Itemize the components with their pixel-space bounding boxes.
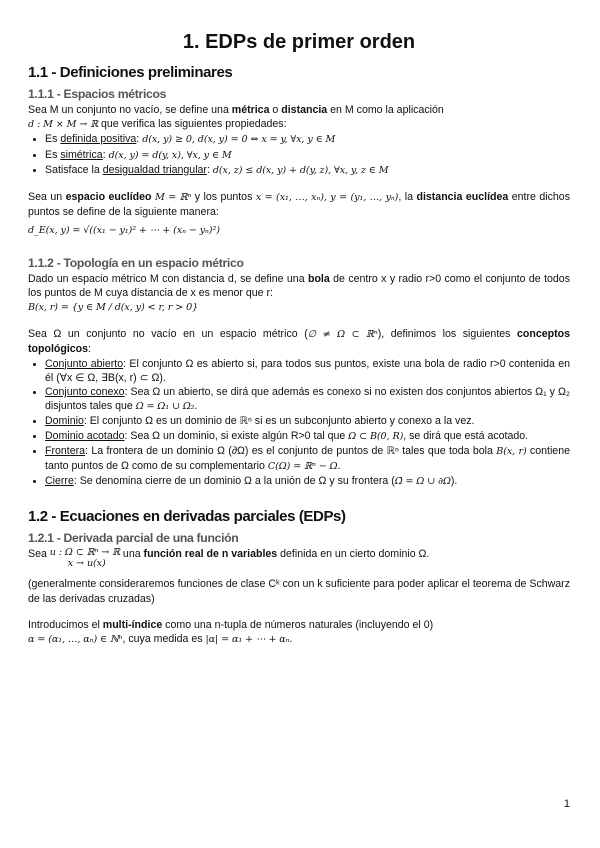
ball-paragraph: Dado un espacio métrico M con distancia d, se define una bola de centro x y radio r>0 como el conjunto de todos los puntos de M cuya distancia de x es menor que r: bbox=[28, 272, 570, 299]
multi-index-paragraph: Introducimos el multi-índice como una n-tupla de números naturales (incluyendo el 0) α = (α₁, …, αₙ) ∈ ℕⁿ, cuya medida es |α| = α₁ + ⋯ + αₙ. bbox=[28, 618, 434, 646]
list-item: • Conjunto abierto: El conjunto Ω es abierto si, para todos sus puntos, existe una bola de radio r>0 contenida en él (∀x ∈ Ω, ∃B(x, r) ⊂ Ω). bbox=[45, 357, 570, 385]
list-item: • Es simétrica: d(x, y) = d(y, x), ∀x, y ∈ M bbox=[45, 148, 570, 163]
topology-concepts-list bbox=[28, 357, 570, 490]
list-item: • Conjunto conexo: Sea Ω un abierto, se dirá que además es conexo si no existen dos conjuntos abiertos Ω₁ y Ω₂ disjuntos tales que Ω = Ω₁ ∪ Ω₂. bbox=[45, 385, 570, 414]
list-item: • Satisface la desigualdad triangular: d(x, z) ≤ d(x, y) + d(y, z), ∀x, y, z ∈ M bbox=[45, 163, 570, 178]
section-1-1-2-heading: 1.1.2 - Topología en un espacio métrico bbox=[28, 255, 244, 270]
metric-properties-list bbox=[28, 132, 570, 178]
metric-map-formula: d : M × M → ℝ bbox=[28, 119, 99, 131]
euclidean-paragraph: Sea un espacio euclídeo M = ℝⁿ y los puntos x = (x₁, …, xₙ), y = (y₁, …, yₙ), la distancia euclídea entre dichos puntos se define de la siguiente manera: bbox=[28, 191, 570, 219]
term-distancia: distancia bbox=[281, 104, 328, 116]
section-1-2-heading: 1.2 - Ecuaciones en derivadas parciales (EDPs) bbox=[28, 508, 346, 526]
section-1-2-1-heading: 1.2.1 - Derivada parcial de una función bbox=[28, 531, 239, 546]
function-definition-formula: u : Ω ⊂ ℝⁿ → ℝ x → u(x) bbox=[49, 547, 120, 570]
list-item: • Dominio: El conjunto Ω es un dominio de ℝⁿ si es un subconjunto abierto y conexo a la vez. bbox=[45, 414, 570, 428]
page-number: 1 bbox=[563, 798, 570, 810]
section-1-1-1-heading: 1.1.1 - Espacios métricos bbox=[28, 87, 167, 101]
list-item: • Es definida positiva: d(x, y) ≥ 0, d(x, y) = 0 ⇔ x = y, ∀x, y ∈ M bbox=[45, 132, 570, 147]
metric-intro-paragraph: Sea M un conjunto no vacío, se define una métrica o distancia en M como la aplicación d : M × M → ℝ que verifica las siguientes propiedades: bbox=[28, 104, 444, 131]
list-item: • Dominio acotado: Sea Ω un dominio, si existe algún R>0 tal que Ω ⊂ B(0, R), se dirá que está acotado. bbox=[45, 429, 570, 444]
list-item: • Cierre: Se denomina cierre de un dominio Ω a la unión de Ω y su frontera (Ω̄ = Ω ∪ ∂Ω). bbox=[45, 474, 570, 489]
topology-intro-paragraph: Sea Ω un conjunto no vacío en un espacio métrico (∅ ≠ Ω ⊂ ℝⁿ), definimos los siguientes conceptos topológicos: bbox=[28, 328, 570, 356]
section-1-1-heading: 1.1 - Definiciones preliminares bbox=[28, 64, 233, 81]
function-paragraph: Sea u : Ω ⊂ ℝⁿ → ℝ x → u(x) una función real de n variables definida en un cierto dominio Ω. bbox=[28, 547, 430, 570]
schwarz-note-paragraph: (generalmente consideraremos funciones de clase Cᵏ con un k suficiente para poder aplicar el teorema de Schwarz de las derivadas cruzadas) bbox=[28, 578, 570, 605]
euclidean-distance-formula: d_E(x, y) = √((x₁ − y₁)² + ⋯ + (xₙ − yₙ)²) bbox=[28, 225, 220, 237]
page-title: 1. EDPs de primer orden bbox=[182, 31, 416, 53]
ball-formula: B(x, r) = {y ∈ M / d(x, y) < r, r > 0} bbox=[28, 302, 199, 314]
term-metrica: métrica bbox=[231, 104, 270, 116]
list-item: • Frontera: La frontera de un dominio Ω (∂Ω) es el conjunto de puntos de ℝⁿ tales que toda bola B(x, r) contiene tanto puntos de Ω como de su complementario C(Ω) = ℝⁿ − Ω. bbox=[45, 444, 570, 474]
